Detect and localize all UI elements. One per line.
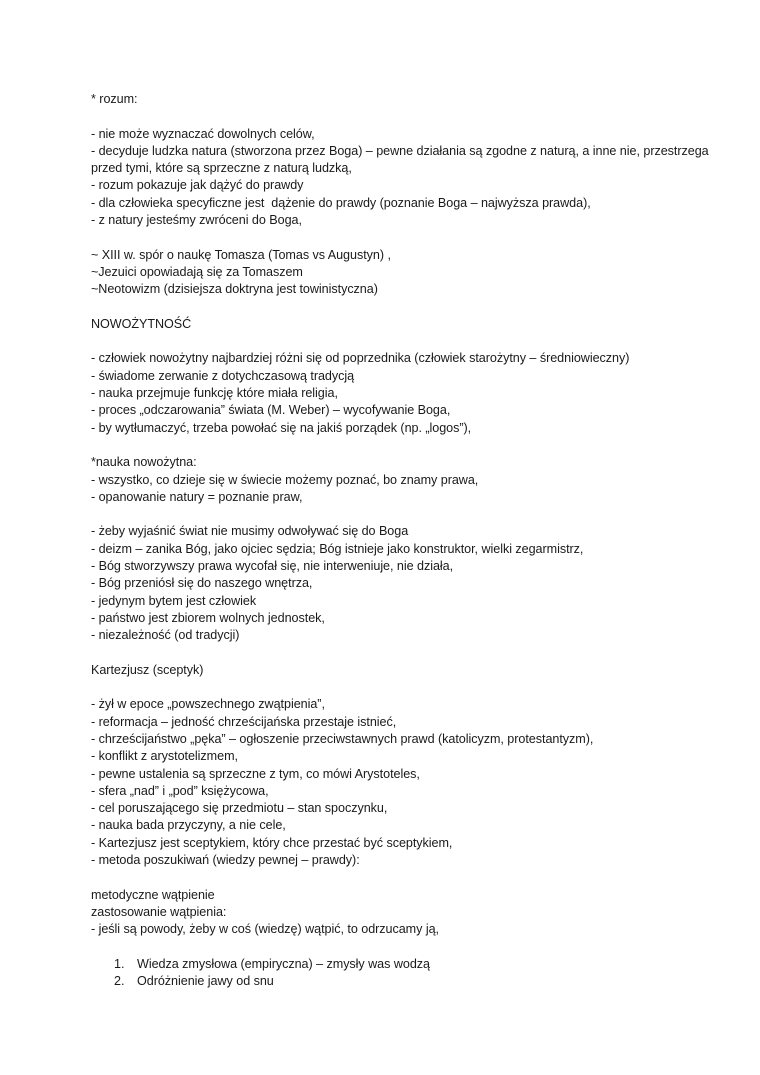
text-line: - dla człowieka specyficzne jest dążenie do prawdy (poznanie Boga – najwyższa prawda),	[91, 195, 591, 210]
text-line: - proces „odczarowania” świata (M. Weber) – wycofywanie Boga,	[91, 403, 451, 418]
text-line: - Bóg stworzywszy prawa wycofał się, nie interweniuje, nie działa,	[91, 559, 454, 574]
text-line: metodyczne wątpienie	[91, 887, 215, 902]
text-line: ~Neotowizm (dzisiejsza doktryna jest towinistyczna)	[91, 282, 378, 297]
list-item-text: Odróżnienie jawy od snu	[137, 974, 274, 989]
text-line: - chrześcijaństwo „pęka” – ogłoszenie przeciwstawnych prawd (katolicyzm, protestantyzm),	[91, 731, 594, 746]
text-line: - sfera „nad” i „pod” księżycowa,	[91, 783, 269, 798]
blank-line	[91, 645, 731, 662]
text-line: - żeby wyjaśnić świat nie musimy odwoływać się do Boga	[91, 524, 409, 539]
blank-line	[91, 229, 731, 246]
text-line: - jeśli są powody, żeby w coś (wiedzę) wątpić, to odrzucamy ją,	[91, 922, 439, 937]
blank-line	[91, 108, 731, 125]
text-line: - świadome zerwanie z dotychczasową tradycją	[91, 368, 355, 383]
text-line: - reformacja – jedność chrześcijańska przestaje istnieć,	[91, 714, 397, 729]
list-item-number: 2.	[114, 974, 125, 989]
text-line: - nie może wyznaczać dowolnych celów,	[91, 126, 315, 141]
text-line: - nauka bada przyczyny, a nie cele,	[91, 818, 286, 833]
text-line: - państwo jest zbiorem wolnych jednostek,	[91, 610, 325, 625]
blank-line	[91, 869, 731, 886]
text-line: *nauka nowożytna:	[91, 455, 197, 470]
blank-line	[91, 679, 731, 696]
blank-line	[91, 333, 731, 350]
blank-line	[91, 939, 731, 956]
document-body	[91, 91, 731, 990]
text-line: NOWOŻYTNOŚĆ	[91, 316, 192, 331]
numbered-list	[91, 956, 731, 991]
text-block	[91, 91, 731, 956]
list-item	[91, 973, 731, 990]
list-item-text: Wiedza zmysłowa (empiryczna) – zmysły was wodzą	[137, 956, 430, 971]
text-line: - pewne ustalenia są sprzeczne z tym, co mówi Arystoteles,	[91, 766, 420, 781]
text-line: - metoda poszukiwań (wiedzy pewnej – prawdy):	[91, 853, 360, 868]
blank-line	[91, 299, 731, 316]
text-line: - człowiek nowożytny najbardziej różni się od poprzednika (człowiek starożytny – średniowieczny)	[91, 351, 630, 366]
list-item	[91, 956, 731, 973]
text-line: ~ XIII w. spór o naukę Tomasza (Tomas vs Augustyn) ,	[91, 247, 391, 262]
text-line: - by wytłumaczyć, trzeba powołać się na jakiś porządek (np. „logos”),	[91, 420, 472, 435]
text-line: zastosowanie wątpienia:	[91, 904, 227, 919]
blank-line	[91, 437, 731, 454]
text-line: - niezależność (od tradycji)	[91, 628, 240, 643]
list-item-number: 1.	[114, 956, 125, 971]
text-line: - deizm – zanika Bóg, jako ojciec sędzia; Bóg istnieje jako konstruktor, wielki zegarmistrz,	[91, 541, 584, 556]
text-line: ~Jezuici opowiadają się za Tomaszem	[91, 264, 303, 279]
text-line: * rozum:	[91, 92, 138, 106]
text-line: - decyduje ludzka natura (stworzona przez Boga) – pewne działania są zgodne z naturą, a inne nie, przestrzega przed tymi, które są sprzeczne z naturą ludzką,	[91, 143, 713, 176]
text-line: - Bóg przeniósł się do naszego wnętrza,	[91, 576, 313, 591]
text-line: - żył w epoce „powszechnego zwątpienia”,	[91, 697, 325, 712]
blank-line	[91, 506, 731, 523]
text-line: - Kartezjusz jest sceptykiem, który chce przestać być sceptykiem,	[91, 835, 453, 850]
text-line: - jedynym bytem jest człowiek	[91, 593, 257, 608]
text-line: - cel poruszającego się przedmiotu – stan spoczynku,	[91, 801, 388, 816]
text-line: - nauka przejmuje funkcję które miała religia,	[91, 386, 338, 401]
text-line: - z natury jesteśmy zwróceni do Boga,	[91, 213, 302, 228]
text-line: Kartezjusz (sceptyk)	[91, 662, 204, 677]
text-line: - wszystko, co dzieje się w świecie możemy poznać, bo znamy prawa,	[91, 472, 479, 487]
text-line: - rozum pokazuje jak dążyć do prawdy	[91, 178, 304, 193]
text-line: - konflikt z arystotelizmem,	[91, 749, 238, 764]
text-line: - opanowanie natury = poznanie praw,	[91, 489, 303, 504]
